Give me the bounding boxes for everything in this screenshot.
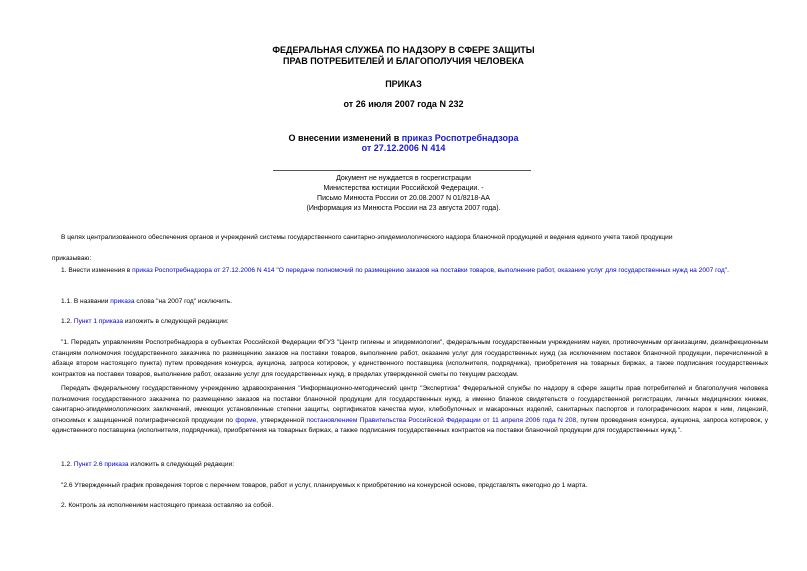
quote-3-paragraph: "2.6 Утвержденный график проведения торгов с перечнем товаров, работ и услуг, планируемых к приобретению на конкурсной основе, представлять ежегодно до 1 марта. — [61, 482, 588, 489]
note-line1: Документ не нуждается в госрегистрации — [336, 175, 471, 182]
quote-2-end: , путем проведения конкурса, аукциона, запроса котировок, у единственного поставщика (исполнителя, подрядчика), приобретения на товарных биржах, а также подписания государственных контрактов на поставки бланочной продукции для государственных нужд.". — [52, 416, 768, 434]
item-1-2-rest: изложить в следующей редакции: — [123, 318, 229, 325]
intro-paragraph: В целях централизованного обеспечения органов и учреждений системы государственного санитарно-эпидемиологического надзора бланочной продукцией и ведения единого учета такой продукции — [61, 234, 673, 241]
item-1-paragraph — [52, 266, 768, 277]
item-1-2-link[interactable]: Пункт 1 приказа — [73, 318, 124, 325]
form-link[interactable]: форме — [235, 416, 257, 424]
note-line4: (Информация из Минюста России на 23 августа 2007 года). — [306, 205, 501, 212]
item-1-end: . — [727, 267, 729, 274]
item-1-text: 1. Внести изменения в — [61, 267, 133, 274]
item-1-2-paragraph — [52, 317, 768, 328]
item-1-1-order-link[interactable]: приказа — [110, 298, 135, 305]
agency-name-line2: ПРАВ ПОТРЕБИТЕЛЕЙ И БЛАГОПОЛУЧИЯ ЧЕЛОВЕКА — [283, 56, 524, 66]
item-1-2-text: 1.2. — [61, 318, 74, 325]
note-line2: Министерства юстиции Российской Федерации. - — [323, 185, 484, 192]
note-divider — [273, 170, 531, 171]
note-line3: Письмо Минюста России от 20.08.2007 N 01/8218-АА — [317, 195, 490, 202]
quote-2-text: Передать федеральному государственному учреждению здравоохранения "Информационно-методический центр "Экспертиза" Федеральной службы по надзору в сфере защиты прав потребителей и благополучия человека полномочия государственного заказчика по размещению заказов на поставки бланочной продукции для государственных нужд, а именно бланков свидетельств о государственной регистрации, личных медицинских книжек, санитарно-эпидемиологических заключений, имеющих установленные степени защиты, сертификатов качества муки, хлебобулочных и макаронных изделий, санитарных паспортов и голографических марок к ним, лицензий, относимых к защищенной полиграфической продукции по — [52, 385, 768, 424]
item-1-1-paragraph — [52, 297, 768, 308]
document-type: ПРИКАЗ — [385, 79, 422, 89]
item-1-3-paragraph — [52, 460, 768, 471]
quote-2-paragraph — [52, 384, 768, 437]
item-1-3-rest: изложить в следующей редакции: — [128, 461, 235, 468]
title-prefix: О внесении изменений в — [288, 133, 402, 143]
item-1-1-text: 1.1. В названии — [61, 298, 111, 305]
item-1-3-link[interactable]: Пункт 2.6 приказа — [73, 461, 129, 468]
order-word: приказываю: — [52, 255, 92, 262]
government-decree-link[interactable]: постановлением Правительства Российской Федерации от 11 апреля 2006 года N 208 — [306, 416, 577, 424]
item-1-1-rest: слова "на 2007 год" исключить. — [134, 298, 232, 305]
item-1-3-text: 1.2. — [61, 461, 74, 468]
quote-1-paragraph: "1. Передать управлениям Роспотребнадзора в субъектах Российской Федерации ФГУЗ "Центр гигиены и эпидемиологии", федеральным государственным учреждениям науки, противочумным организациям, дезинфекционным станциям полномочия государственного заказчика по размещению заказов на поставки товаров, выполнение работ, оказание услуг для государственных нужд (за исключением поставок бланочной продукции, перечисленной в абзаце втором настоящего пункта) путем проведения конкурса, аукциона, запроса котировок, у единственного поставщика (исполнителя, подрядчика), приобретения на товарных биржах, а также подписания государственных контрактов на поставки товаров, выполнение работ, оказание услуг для государственных нужд, в пределах утвержденной сметы по текущим расходам. — [52, 339, 768, 378]
item-1-order-link[interactable]: приказ Роспотребнадзора от 27.12.2006 N 414 "О передаче полномочий по размещению заказов на поставки товаров, выполнение работ, оказание услуг для государственных нужд на 2007 год" — [132, 267, 728, 274]
document-title-line2-link[interactable]: от 27.12.2006 N 414 — [361, 143, 446, 153]
title-order-link[interactable]: приказ Роспотребнадзора — [401, 133, 519, 143]
quote-2-mid: , утвержденной — [256, 416, 307, 424]
agency-name-line1: ФЕДЕРАЛЬНАЯ СЛУЖБА ПО НАДЗОРУ В СФЕРЕ ЗАЩИТЫ — [272, 45, 535, 55]
item-2-paragraph: 2. Контроль за исполнением настоящего приказа оставляю за собой. — [61, 502, 274, 509]
document-date: от 26 июля 2007 года N 232 — [343, 99, 464, 109]
